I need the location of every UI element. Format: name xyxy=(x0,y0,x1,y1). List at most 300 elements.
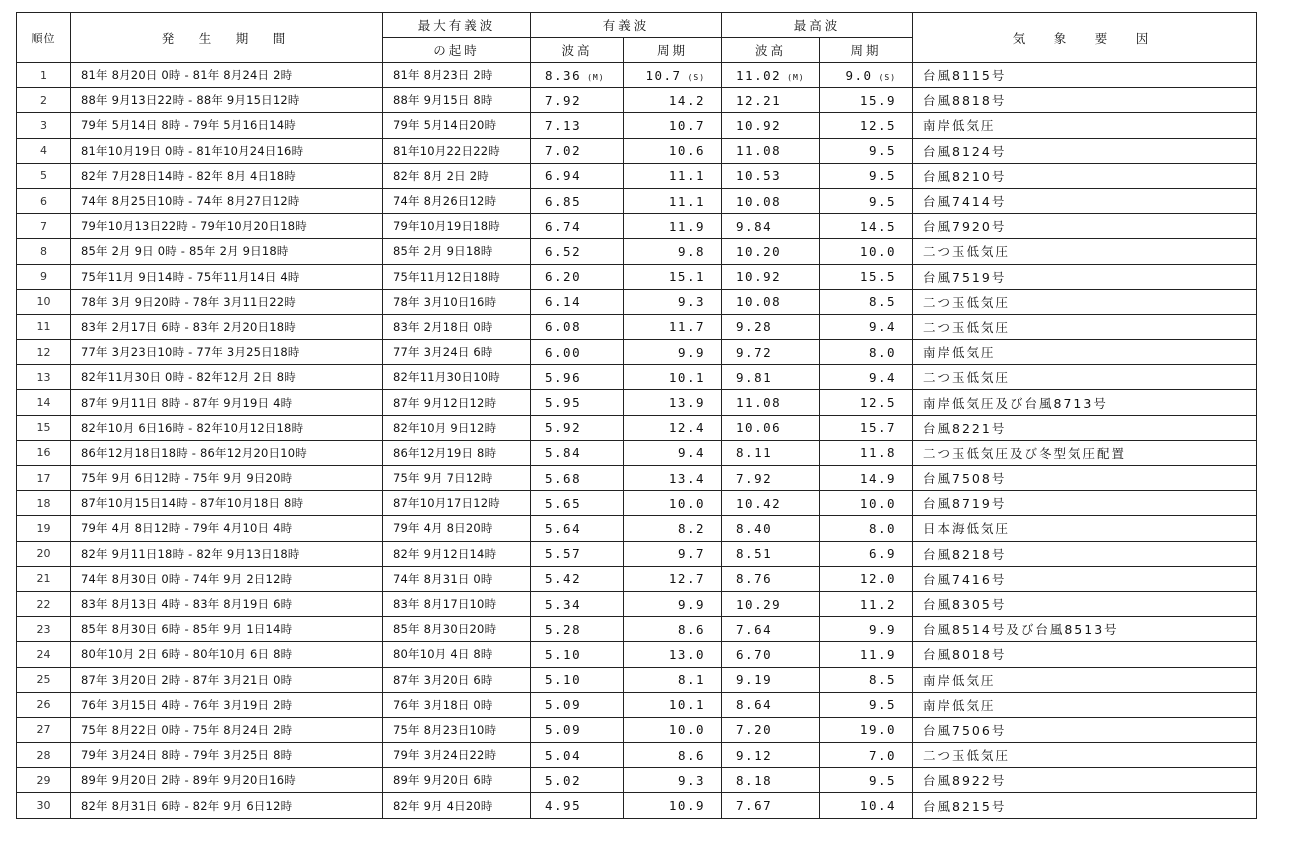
period-cell xyxy=(71,214,383,239)
max-sig-time-cell xyxy=(383,289,531,314)
sig-period-cell xyxy=(624,289,722,314)
sig-height-cell-text: 4.95 xyxy=(545,798,582,814)
cause-cell xyxy=(913,113,1257,138)
rank-cell xyxy=(17,566,71,591)
max-sig-time-cell-text: 80年10月 4日 8時 xyxy=(393,647,493,662)
max-period-cell-text: 11.9 xyxy=(859,646,897,662)
period-cell-text: 83年 8月13日 4時 - 83年 8月19日 6時 xyxy=(81,597,293,612)
max-period-cell xyxy=(820,340,913,365)
period-cell xyxy=(71,768,383,793)
period-cell-text: 82年11月30日 0時 - 82年12月 2日 8時 xyxy=(81,370,296,385)
cause-cell-text: 台風8215号 xyxy=(923,798,1007,814)
max-height-cell xyxy=(722,466,820,491)
max-period-cell xyxy=(820,264,913,289)
period-cell-text: 75年 8月22日 0時 - 75年 8月24日 2時 xyxy=(81,722,293,737)
cause-cell xyxy=(913,340,1257,365)
max-sig-time-cell xyxy=(383,214,531,239)
cause-cell xyxy=(913,88,1257,113)
max-period-cell-text: 6.9 xyxy=(868,546,897,562)
max-height-cell xyxy=(722,113,820,138)
sig-height-cell xyxy=(531,138,624,163)
cause-cell xyxy=(913,717,1257,742)
max-height-cell-text: 10.92 xyxy=(736,269,782,285)
period-cell xyxy=(71,88,383,113)
max-period-cell xyxy=(820,390,913,415)
max-period-cell-text: 11.2 xyxy=(859,596,897,612)
max-height-cell-text: 8.76 xyxy=(736,571,773,587)
sig-period-cell xyxy=(624,793,722,818)
max-period-cell-text: 9.5 xyxy=(868,697,897,713)
rank-cell xyxy=(17,793,71,818)
max-height-cell xyxy=(722,214,820,239)
rank-cell-text: 28 xyxy=(36,748,51,762)
sig-height-cell-text: 6.14 xyxy=(545,294,582,310)
max-period-cell xyxy=(820,163,913,188)
rank-cell-text: 17 xyxy=(36,471,51,485)
cause-cell xyxy=(913,314,1257,339)
period-cell-text: 83年 2月17日 6時 - 83年 2月20日18時 xyxy=(81,319,296,334)
rank-cell-text: 3 xyxy=(40,118,47,132)
max-period-cell xyxy=(820,138,913,163)
sig-height-cell xyxy=(531,516,624,541)
period-cell xyxy=(71,63,383,88)
max-height-cell xyxy=(722,314,820,339)
sig-height-cell-text: 5.10 xyxy=(545,672,582,688)
sig-period-cell xyxy=(624,667,722,692)
sig-height-cell xyxy=(531,743,624,768)
max-height-cell-text: 9.12 xyxy=(736,747,773,763)
table-body xyxy=(17,63,1257,819)
max-sig-time-cell-text: 88年 9月15日 8時 xyxy=(393,93,493,108)
sig-height-cell xyxy=(531,113,624,138)
sig-period-cell-text: 9.9 xyxy=(677,344,706,360)
max-height-cell-text: 9.72 xyxy=(736,344,773,360)
sig-period-cell-text: 9.8 xyxy=(677,243,706,259)
period-cell-text: 76年 3月15日 4時 - 76年 3月19日 2時 xyxy=(81,697,293,712)
sig-period-cell-text: 10.9 xyxy=(668,798,706,814)
max-sig-time-cell-text: 77年 3月24日 6時 xyxy=(393,345,493,360)
max-sig-time-cell xyxy=(383,717,531,742)
period-cell xyxy=(71,113,383,138)
sig-height-cell-text: 6.52 xyxy=(545,243,582,259)
max-period-cell-text: 19.0 xyxy=(859,722,897,738)
cause-cell xyxy=(913,642,1257,667)
max-sig-time-cell xyxy=(383,314,531,339)
max-sig-time-cell-text: 85年 8月30日20時 xyxy=(393,622,497,637)
sig-height-cell-text: 5.68 xyxy=(545,470,582,486)
max-period-cell xyxy=(820,743,913,768)
sig-period-cell xyxy=(624,617,722,642)
max-height-cell xyxy=(722,340,820,365)
rank-cell-text: 8 xyxy=(40,244,47,258)
header-rank: 順位 xyxy=(17,13,71,63)
rank-cell xyxy=(17,440,71,465)
sig-height-cell-text: 5.84 xyxy=(545,445,582,461)
period-cell-text: 82年10月 6日16時 - 82年10月12日18時 xyxy=(81,420,304,435)
rank-cell-text: 15 xyxy=(36,421,51,435)
period-cell-text: 82年 8月31日 6時 - 82年 9月 6日12時 xyxy=(81,798,293,813)
sig-height-cell xyxy=(531,491,624,516)
sig-period-cell-text: 10.0 xyxy=(668,495,706,511)
max-period-cell xyxy=(820,642,913,667)
cause-cell xyxy=(913,415,1257,440)
max-height-cell-text: 7.92 xyxy=(736,470,773,486)
cause-cell-text: 南岸低気圧 xyxy=(923,697,996,713)
period-cell xyxy=(71,289,383,314)
period-cell xyxy=(71,692,383,717)
max-height-cell-text: 8.40 xyxy=(736,520,773,536)
rank-cell xyxy=(17,390,71,415)
header-period: 発 生 期 間 xyxy=(71,13,383,63)
max-height-cell xyxy=(722,188,820,213)
max-sig-time-cell xyxy=(383,642,531,667)
max-period-cell-text: 9.4 xyxy=(868,319,897,335)
sig-height-cell xyxy=(531,717,624,742)
rank-cell xyxy=(17,591,71,616)
rank-cell-text: 20 xyxy=(36,547,51,561)
max-height-cell-text: 11.08 xyxy=(736,395,782,411)
max-sig-time-cell-text: 74年 8月31日 0時 xyxy=(393,571,493,586)
sig-height-cell xyxy=(531,440,624,465)
table-row xyxy=(17,88,1257,113)
max-sig-time-cell-text: 75年 9月 7日12時 xyxy=(393,471,493,486)
max-sig-time-cell xyxy=(383,415,531,440)
table-row xyxy=(17,365,1257,390)
sig-period-cell xyxy=(624,566,722,591)
cause-cell-text: 台風8818号 xyxy=(923,93,1007,109)
max-period-cell-text: 10.0 xyxy=(859,495,897,511)
sig-period-cell xyxy=(624,188,722,213)
cause-cell-text: 台風8221号 xyxy=(923,420,1007,436)
sig-period-cell xyxy=(624,591,722,616)
rank-cell xyxy=(17,466,71,491)
rank-cell xyxy=(17,163,71,188)
cause-cell-text: 台風8305号 xyxy=(923,597,1007,613)
period-cell xyxy=(71,717,383,742)
cause-cell-text: 台風7414号 xyxy=(923,194,1007,210)
sig-height-cell xyxy=(531,415,624,440)
period-cell xyxy=(71,743,383,768)
cause-cell-text: 二つ玉低気圧 xyxy=(923,294,1011,310)
cause-cell xyxy=(913,264,1257,289)
period-cell-text: 85年 8月30日 6時 - 85年 9月 1日14時 xyxy=(81,622,293,637)
cause-cell-text: 二つ玉低気圧及び冬型気圧配置 xyxy=(923,445,1127,461)
cause-cell xyxy=(913,163,1257,188)
max-sig-time-cell-text: 79年 4月 8日20時 xyxy=(393,521,493,536)
rank-cell xyxy=(17,692,71,717)
max-period-cell-text: 9.0 xyxy=(845,67,873,83)
sig-period-cell xyxy=(624,768,722,793)
cause-cell xyxy=(913,793,1257,818)
max-height-cell-text: 10.08 xyxy=(736,294,782,310)
period-cell-text: 82年 9月11日18時 - 82年 9月13日18時 xyxy=(81,546,300,561)
period-cell-text: 74年 8月30日 0時 - 74年 9月 2日12時 xyxy=(81,571,293,586)
max-period-cell xyxy=(820,566,913,591)
sig-height-cell-text: 5.09 xyxy=(545,697,582,713)
max-period-cell xyxy=(820,617,913,642)
period-cell xyxy=(71,642,383,667)
max-height-cell-text: 8.18 xyxy=(736,772,773,788)
max-height-cell xyxy=(722,491,820,516)
period-cell xyxy=(71,566,383,591)
cause-cell-text: 台風7519号 xyxy=(923,269,1007,285)
period-cell-text: 81年 8月20日 0時 - 81年 8月24日 2時 xyxy=(81,68,293,83)
sig-height-cell xyxy=(531,541,624,566)
header-sig-height: 波高 xyxy=(531,38,624,63)
cause-cell-text: 台風8514号及び台風8513号 xyxy=(923,622,1119,638)
max-height-cell xyxy=(722,617,820,642)
period-cell xyxy=(71,793,383,818)
period-cell-text: 86年12月18日18時 - 86年12月20日10時 xyxy=(81,445,307,460)
table-row xyxy=(17,692,1257,717)
max-height-cell xyxy=(722,591,820,616)
max-sig-time-cell xyxy=(383,617,531,642)
max-height-cell-text: 9.19 xyxy=(736,672,773,688)
table-row xyxy=(17,717,1257,742)
sig-period-cell-text: 10.7 xyxy=(668,117,706,133)
rank-cell-text: 21 xyxy=(36,572,51,586)
rank-cell xyxy=(17,63,71,88)
max-height-cell xyxy=(722,566,820,591)
sig-period-cell-text: 10.6 xyxy=(668,143,706,159)
table-row xyxy=(17,491,1257,516)
sig-period-cell-text: 9.3 xyxy=(677,772,706,788)
max-sig-time-cell xyxy=(383,365,531,390)
rank-cell xyxy=(17,743,71,768)
period-cell xyxy=(71,591,383,616)
unit-label: (M) xyxy=(787,72,805,82)
sig-period-cell xyxy=(624,415,722,440)
max-period-cell-text: 12.5 xyxy=(859,395,897,411)
sig-period-cell-text: 9.3 xyxy=(677,294,706,310)
rank-cell-text: 29 xyxy=(36,773,51,787)
sig-height-cell-text: 5.10 xyxy=(545,646,582,662)
period-cell xyxy=(71,440,383,465)
max-height-cell xyxy=(722,390,820,415)
sig-period-cell xyxy=(624,717,722,742)
cause-cell xyxy=(913,188,1257,213)
period-cell-text: 88年 9月13日22時 - 88年 9月15日12時 xyxy=(81,93,300,108)
cause-cell xyxy=(913,390,1257,415)
sig-height-cell-text: 5.42 xyxy=(545,571,582,587)
rank-cell-text: 16 xyxy=(36,446,51,460)
table-row xyxy=(17,264,1257,289)
sig-period-cell-text: 8.1 xyxy=(677,672,706,688)
rank-cell xyxy=(17,188,71,213)
max-height-cell-text: 7.20 xyxy=(736,722,773,738)
max-period-cell xyxy=(820,415,913,440)
table-row xyxy=(17,440,1257,465)
sig-period-cell-text: 10.7 xyxy=(645,67,682,83)
table-row xyxy=(17,214,1257,239)
max-period-cell-text: 12.0 xyxy=(859,571,897,587)
cause-cell-text: 二つ玉低気圧 xyxy=(923,319,1011,335)
max-height-cell-text: 10.20 xyxy=(736,243,782,259)
period-cell-text: 75年 9月 6日12時 - 75年 9月 9日20時 xyxy=(81,471,293,486)
sig-period-cell-text: 13.4 xyxy=(668,470,706,486)
period-cell xyxy=(71,541,383,566)
sig-period-cell-text: 8.2 xyxy=(677,520,706,536)
max-period-cell-text: 7.0 xyxy=(868,747,897,763)
cause-cell xyxy=(913,365,1257,390)
sig-height-cell xyxy=(531,163,624,188)
sig-period-cell xyxy=(624,365,722,390)
max-period-cell-text: 10.0 xyxy=(859,243,897,259)
table-row xyxy=(17,743,1257,768)
max-height-cell-text: 10.06 xyxy=(736,420,782,436)
max-sig-time-cell xyxy=(383,768,531,793)
period-cell xyxy=(71,239,383,264)
cause-cell xyxy=(913,743,1257,768)
sig-height-cell xyxy=(531,617,624,642)
max-height-cell xyxy=(722,768,820,793)
cause-cell xyxy=(913,768,1257,793)
max-period-cell-text: 9.5 xyxy=(868,143,897,159)
cause-cell-text: 台風7508号 xyxy=(923,471,1007,487)
max-height-cell-text: 9.84 xyxy=(736,218,773,234)
cause-cell-text: 二つ玉低気圧 xyxy=(923,748,1011,764)
sig-period-cell xyxy=(624,88,722,113)
max-sig-time-cell-text: 81年10月22日22時 xyxy=(393,143,500,158)
max-height-cell-text: 7.67 xyxy=(736,798,773,814)
max-sig-time-cell-text: 83年 2月18日 0時 xyxy=(393,319,493,334)
sig-period-cell xyxy=(624,138,722,163)
cause-cell xyxy=(913,491,1257,516)
rank-cell-text: 23 xyxy=(36,622,51,636)
sig-period-cell-text: 15.1 xyxy=(668,269,706,285)
table-row xyxy=(17,793,1257,818)
rank-cell-text: 4 xyxy=(40,144,47,158)
period-cell xyxy=(71,365,383,390)
period-cell xyxy=(71,516,383,541)
max-period-cell xyxy=(820,239,913,264)
sig-height-cell-text: 5.92 xyxy=(545,420,582,436)
max-height-cell xyxy=(722,717,820,742)
cause-cell xyxy=(913,289,1257,314)
header-max-period: 周期 xyxy=(820,38,913,63)
period-cell-text: 87年10月15日14時 - 87年10月18日 8時 xyxy=(81,496,304,511)
sig-height-cell-text: 5.02 xyxy=(545,772,582,788)
max-height-cell xyxy=(722,63,820,88)
rank-cell-text: 2 xyxy=(40,93,47,107)
cause-cell-text: 南岸低気圧 xyxy=(923,345,996,361)
max-period-cell-text: 14.5 xyxy=(859,218,897,234)
wave-records-sheet xyxy=(16,12,1256,819)
rank-cell-text: 30 xyxy=(36,799,51,813)
cause-cell-text: 二つ玉低気圧 xyxy=(923,370,1011,386)
sig-height-cell-text: 7.02 xyxy=(545,143,582,159)
rank-cell-text: 19 xyxy=(36,521,51,535)
max-sig-time-cell xyxy=(383,88,531,113)
max-sig-time-cell-text: 82年 9月 4日20時 xyxy=(393,798,493,813)
max-height-cell-text: 10.92 xyxy=(736,117,782,133)
max-height-cell-text: 9.81 xyxy=(736,369,773,385)
rank-cell-text: 1 xyxy=(40,68,47,82)
cause-cell-text: 台風8218号 xyxy=(923,546,1007,562)
table-row xyxy=(17,188,1257,213)
sig-height-cell xyxy=(531,264,624,289)
table-row xyxy=(17,466,1257,491)
max-sig-time-cell-text: 74年 8月26日12時 xyxy=(393,194,497,209)
table-row xyxy=(17,541,1257,566)
max-sig-time-cell-text: 82年10月 9日12時 xyxy=(393,420,497,435)
sig-height-cell xyxy=(531,466,624,491)
cause-cell-text: 日本海低気圧 xyxy=(923,521,1011,537)
period-cell-text: 79年10月13日22時 - 79年10月20日18時 xyxy=(81,219,307,234)
max-sig-time-cell xyxy=(383,188,531,213)
max-sig-time-cell xyxy=(383,516,531,541)
sig-period-cell xyxy=(624,214,722,239)
max-height-cell xyxy=(722,239,820,264)
sig-height-cell-text: 5.57 xyxy=(545,546,582,562)
sig-period-cell xyxy=(624,63,722,88)
max-period-cell xyxy=(820,768,913,793)
max-height-cell xyxy=(722,516,820,541)
cause-cell-text: 台風7506号 xyxy=(923,722,1007,738)
sig-period-cell xyxy=(624,340,722,365)
sig-period-cell-text: 9.7 xyxy=(677,546,706,562)
max-sig-time-cell-text: 79年10月19日18時 xyxy=(393,219,500,234)
max-height-cell-text: 12.21 xyxy=(736,92,782,108)
cause-cell-text: 二つ玉低気圧 xyxy=(923,244,1011,260)
max-period-cell-text: 9.5 xyxy=(868,193,897,209)
cause-cell xyxy=(913,214,1257,239)
rank-cell-text: 22 xyxy=(36,597,51,611)
rank-cell xyxy=(17,541,71,566)
max-period-cell-text: 10.4 xyxy=(859,798,897,814)
max-sig-time-cell-text: 82年 9月12日14時 xyxy=(393,546,497,561)
sig-period-cell xyxy=(624,239,722,264)
max-sig-time-cell-text: 85年 2月 9日18時 xyxy=(393,244,493,259)
rank-cell xyxy=(17,667,71,692)
rank-cell xyxy=(17,88,71,113)
rank-cell xyxy=(17,516,71,541)
period-cell xyxy=(71,415,383,440)
rank-cell xyxy=(17,113,71,138)
sig-period-cell-text: 10.1 xyxy=(668,697,706,713)
sig-period-cell xyxy=(624,516,722,541)
max-sig-time-cell xyxy=(383,793,531,818)
rank-cell-text: 12 xyxy=(36,345,51,359)
table-row xyxy=(17,415,1257,440)
table-row xyxy=(17,566,1257,591)
max-period-cell xyxy=(820,314,913,339)
rank-cell-text: 14 xyxy=(36,396,51,410)
sig-height-cell-text: 5.65 xyxy=(545,495,582,511)
period-cell xyxy=(71,340,383,365)
sig-period-cell xyxy=(624,390,722,415)
max-period-cell-text: 15.7 xyxy=(859,420,897,436)
rank-cell xyxy=(17,717,71,742)
max-sig-time-cell xyxy=(383,591,531,616)
max-height-cell xyxy=(722,541,820,566)
max-height-cell-text: 11.02 xyxy=(736,67,782,83)
sig-period-cell-text: 14.2 xyxy=(668,92,706,108)
sig-height-cell-text: 5.64 xyxy=(545,520,582,536)
table-row xyxy=(17,617,1257,642)
sig-period-cell-text: 10.1 xyxy=(668,369,706,385)
max-period-cell xyxy=(820,440,913,465)
sig-period-cell-text: 13.0 xyxy=(668,646,706,662)
header-significant-wave: 有義波 xyxy=(531,13,722,38)
cause-cell xyxy=(913,566,1257,591)
rank-cell-text: 26 xyxy=(36,698,51,712)
max-sig-time-cell-text: 75年11月12日18時 xyxy=(393,269,500,284)
max-height-cell xyxy=(722,138,820,163)
sig-height-cell-text: 6.74 xyxy=(545,218,582,234)
period-cell-text: 89年 9月20日 2時 - 89年 9月20日16時 xyxy=(81,773,296,788)
sig-height-cell xyxy=(531,692,624,717)
